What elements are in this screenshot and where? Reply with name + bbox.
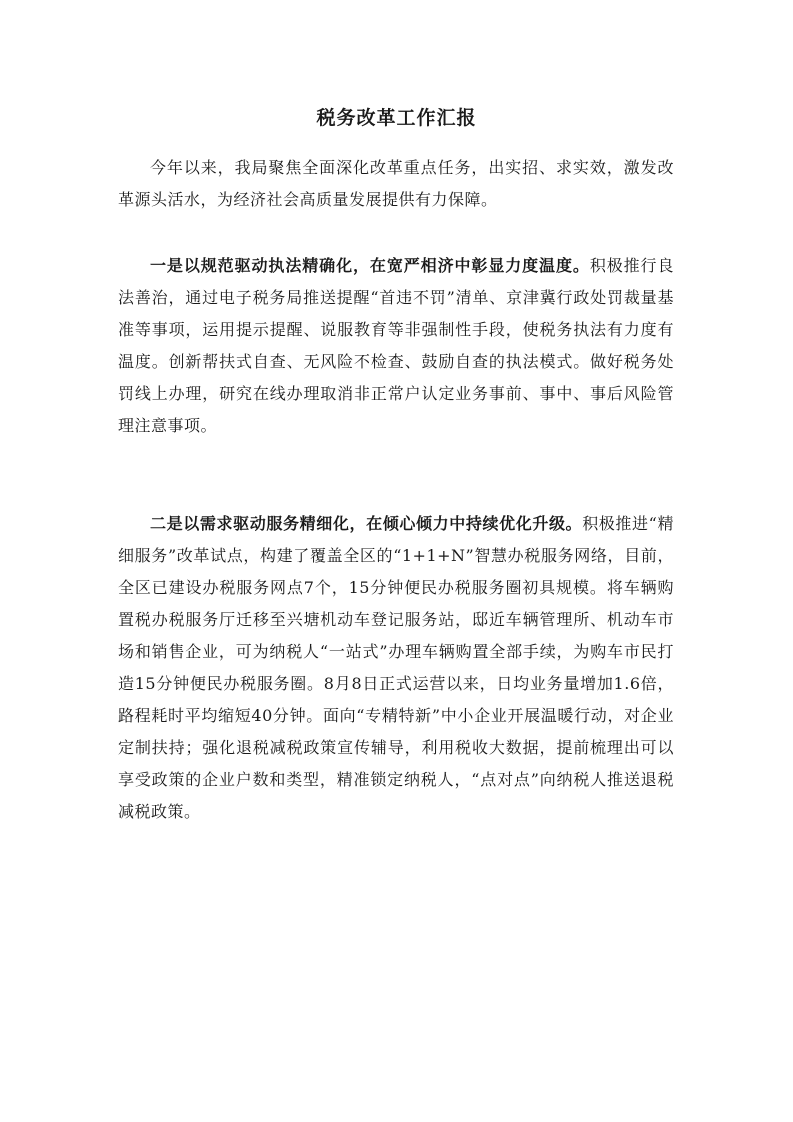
section-heading-2: 二是以需求驱动服务精细化，在倾心倾力中持续优化升级。 bbox=[150, 514, 583, 533]
section-heading-1: 一是以规范驱动执法精确化，在宽严相济中彰显力度温度。 bbox=[150, 256, 590, 275]
section-paragraph-1 bbox=[118, 250, 674, 442]
document-title: 税务改革工作汇报 bbox=[316, 107, 477, 129]
section-body-2: 积极推进“精细服务”改革试点，构建了覆盖全区的“1+1+N”智慧办税服务网络，目前，全区已建设办税服务网点7个，15分钟便民办税服务圈初具规模。将车辆购置税办税服务厅迁移至兴塘机动车登记服务站，邸近车辆管理所、机动车市场和销售企业，可为纳税人“一站式”办理车辆购置全部手续，为购车市民打造15分钟便民办税服务圈。8月8日正式运营以来，日均业务量增加1.6倍，路程耗时平均缩短40分钟。面向“专精特新”中小企业开展温暖行动，对企业定制扶持；强化退税减税政策宣传辅导，利用税收大数据，提前梳理出可以享受政策的企业户数和类型，精准锁定纳税人，“点对点”向纳税人推送退税减税政策。 bbox=[118, 514, 674, 821]
section-paragraph-2 bbox=[118, 508, 674, 828]
section-body-1: 积极推行良法善治，通过电子税务局推送提醒“首违不罚”清单、京津冀行政处罚裁量基准等事项，运用提示提醒、说服教育等非强制性手段，使税务执法有力度有温度。创新帮扶式自查、无风险不检查、鼓励自查的执法模式。做好税务处罚线上办理，研究在线办理取消非正常户认定业务事前、事中、事后风险管理注意事项。 bbox=[118, 256, 674, 435]
intro-paragraph: 今年以来，我局聚焦全面深化改革重点任务，出实招、求实效，激发改革源头活水，为经济社会高质量发展提供有力保障。 bbox=[118, 158, 674, 209]
